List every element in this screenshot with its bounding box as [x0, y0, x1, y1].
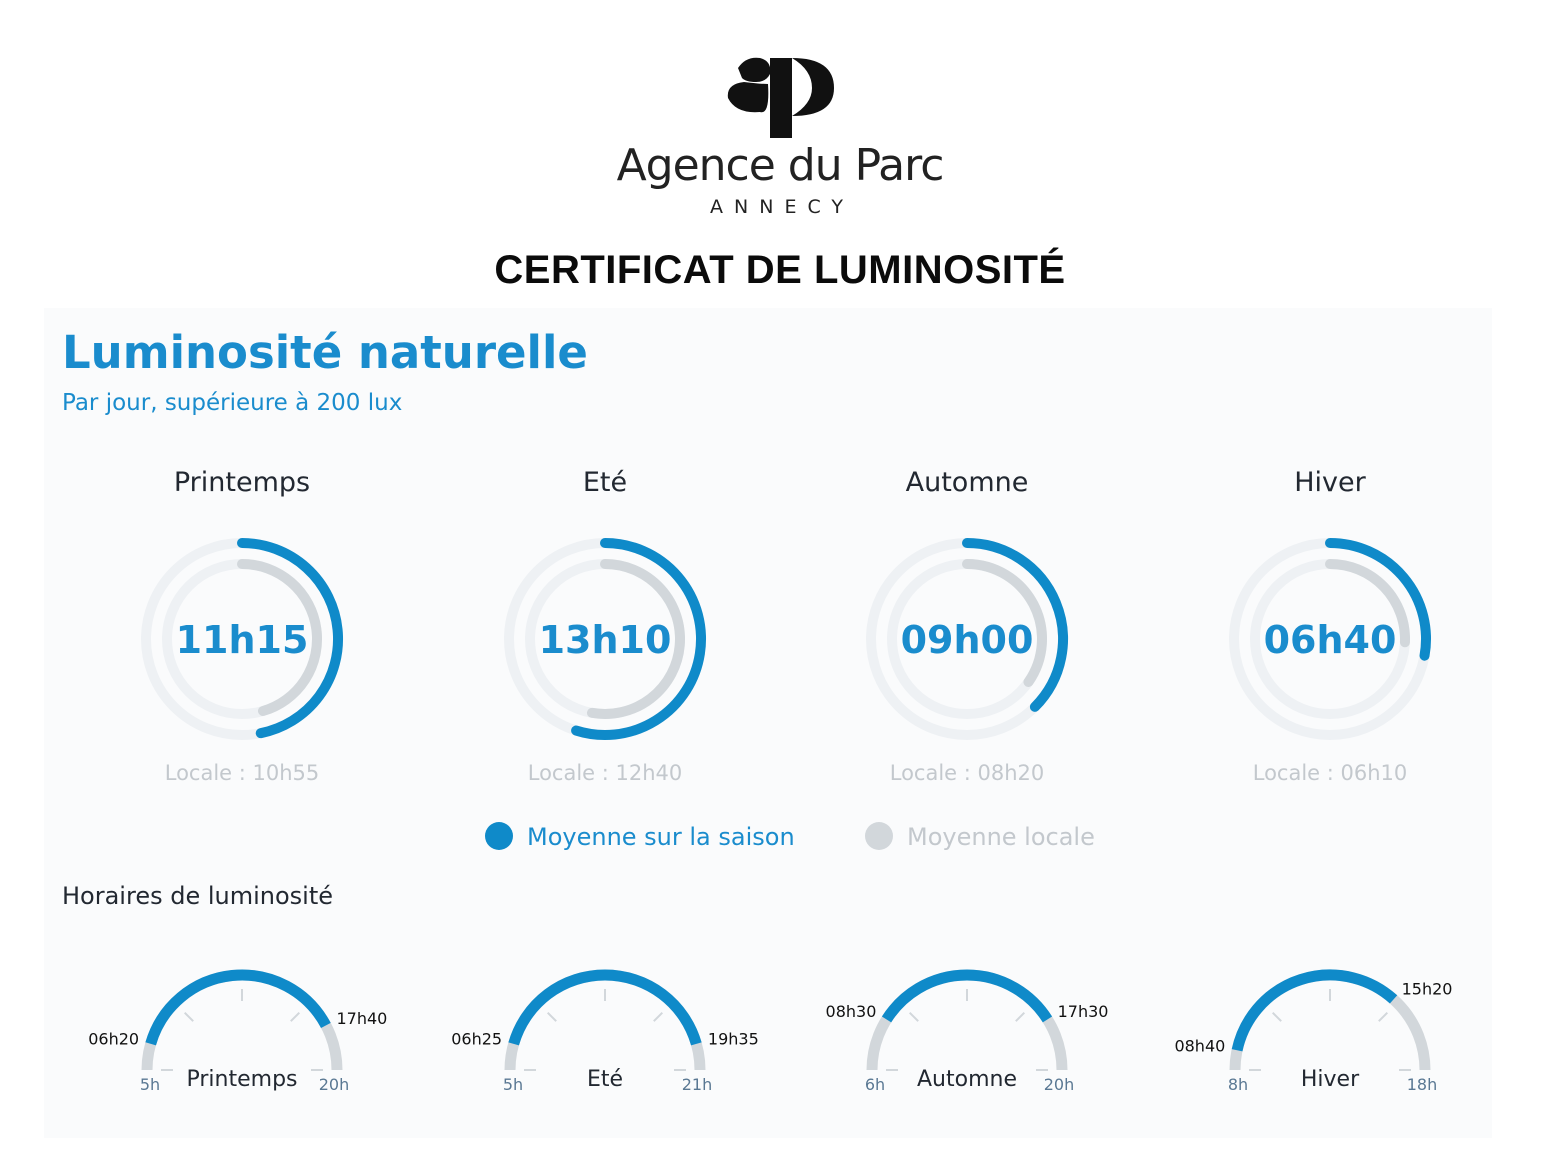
donut-value: 11h15: [175, 618, 309, 662]
donut-value: 09h00: [900, 618, 1034, 662]
hours-gauge-2: [451, 975, 759, 1094]
logo-wordmark: Agence du Parc: [616, 140, 944, 191]
gauge-end-time: 17h40: [336, 1008, 388, 1028]
gauge-end-time: 17h30: [1057, 1002, 1109, 1022]
season-donut-1: [146, 467, 338, 785]
gauge-tick: [1016, 1013, 1025, 1022]
legend-local-label: Moyenne locale: [907, 823, 1095, 851]
gauge-start-time: 08h40: [1174, 1036, 1226, 1056]
gauge-max-label: 20h: [318, 1075, 350, 1094]
gauge-daylight-arc: [151, 975, 326, 1044]
gauge-tick: [1379, 1013, 1388, 1022]
donut-value: 06h40: [1263, 618, 1397, 662]
logo-city: ANNECY: [710, 196, 854, 218]
donut-local-label: Locale : 12h40: [527, 761, 683, 785]
gauge-season-name: Printemps: [186, 1067, 298, 1092]
season-donut-3: [871, 467, 1063, 785]
hours-gauge-1: [88, 975, 387, 1094]
gauge-tick: [910, 1013, 919, 1022]
gauge-tick: [1273, 1013, 1282, 1022]
hours-section-title: Horaires de luminosité: [62, 882, 334, 910]
gauge-min-label: 6h: [864, 1075, 886, 1094]
gauge-max-label: 20h: [1043, 1075, 1075, 1094]
gauge-max-label: 21h: [681, 1075, 713, 1094]
season-name: Automne: [905, 467, 1029, 498]
gauge-min-label: 5h: [139, 1075, 161, 1094]
legend-season-label: Moyenne sur la saison: [527, 823, 795, 851]
gauge-start-time: 06h20: [88, 1029, 140, 1049]
gauge-tick: [654, 1013, 663, 1022]
season-donuts: [146, 467, 1426, 785]
season-donut-4: [1234, 467, 1426, 785]
gauge-tick: [548, 1013, 557, 1022]
gauge-end-time: 19h35: [707, 1029, 759, 1049]
season-name: Hiver: [1294, 467, 1366, 498]
daylight-hour-gauges: [88, 975, 1452, 1094]
gauge-season-name: Hiver: [1300, 1067, 1360, 1092]
season-name: Printemps: [173, 467, 311, 498]
season-donut-2: [509, 467, 701, 785]
gauge-max-label: 18h: [1406, 1075, 1438, 1094]
gauge-tick: [185, 1013, 194, 1022]
gauge-start-time: 06h25: [451, 1029, 503, 1049]
gauge-min-label: 8h: [1227, 1075, 1249, 1094]
season-name: Eté: [582, 467, 628, 498]
gauge-tick: [291, 1013, 300, 1022]
hours-gauge-3: [826, 975, 1109, 1094]
gauge-season-name: Automne: [917, 1067, 1017, 1092]
gauge-season-name: Eté: [586, 1067, 624, 1092]
natural-light-subtitle: Par jour, supérieure à 200 lux: [62, 390, 403, 416]
donut-local-label: Locale : 08h20: [889, 761, 1045, 785]
legend-local-dot: [865, 822, 893, 850]
legend: [485, 822, 1095, 851]
donut-local-label: Locale : 06h10: [1252, 761, 1408, 785]
natural-light-title: Luminosité naturelle: [62, 326, 588, 379]
gauge-daylight-arc: [1237, 975, 1393, 1050]
gauge-daylight-arc: [514, 975, 697, 1044]
gauge-start-time: 08h30: [825, 1002, 877, 1022]
gauge-min-label: 5h: [502, 1075, 524, 1094]
donut-value: 13h10: [538, 618, 672, 662]
legend-season-dot: [485, 822, 513, 850]
donut-local-label: Locale : 10h55: [164, 761, 320, 785]
hours-gauge-4: [1174, 975, 1452, 1094]
certificate-title: CERTIFICAT DE LUMINOSITÉ: [494, 248, 1066, 292]
gauge-end-time: 15h20: [1401, 979, 1453, 999]
